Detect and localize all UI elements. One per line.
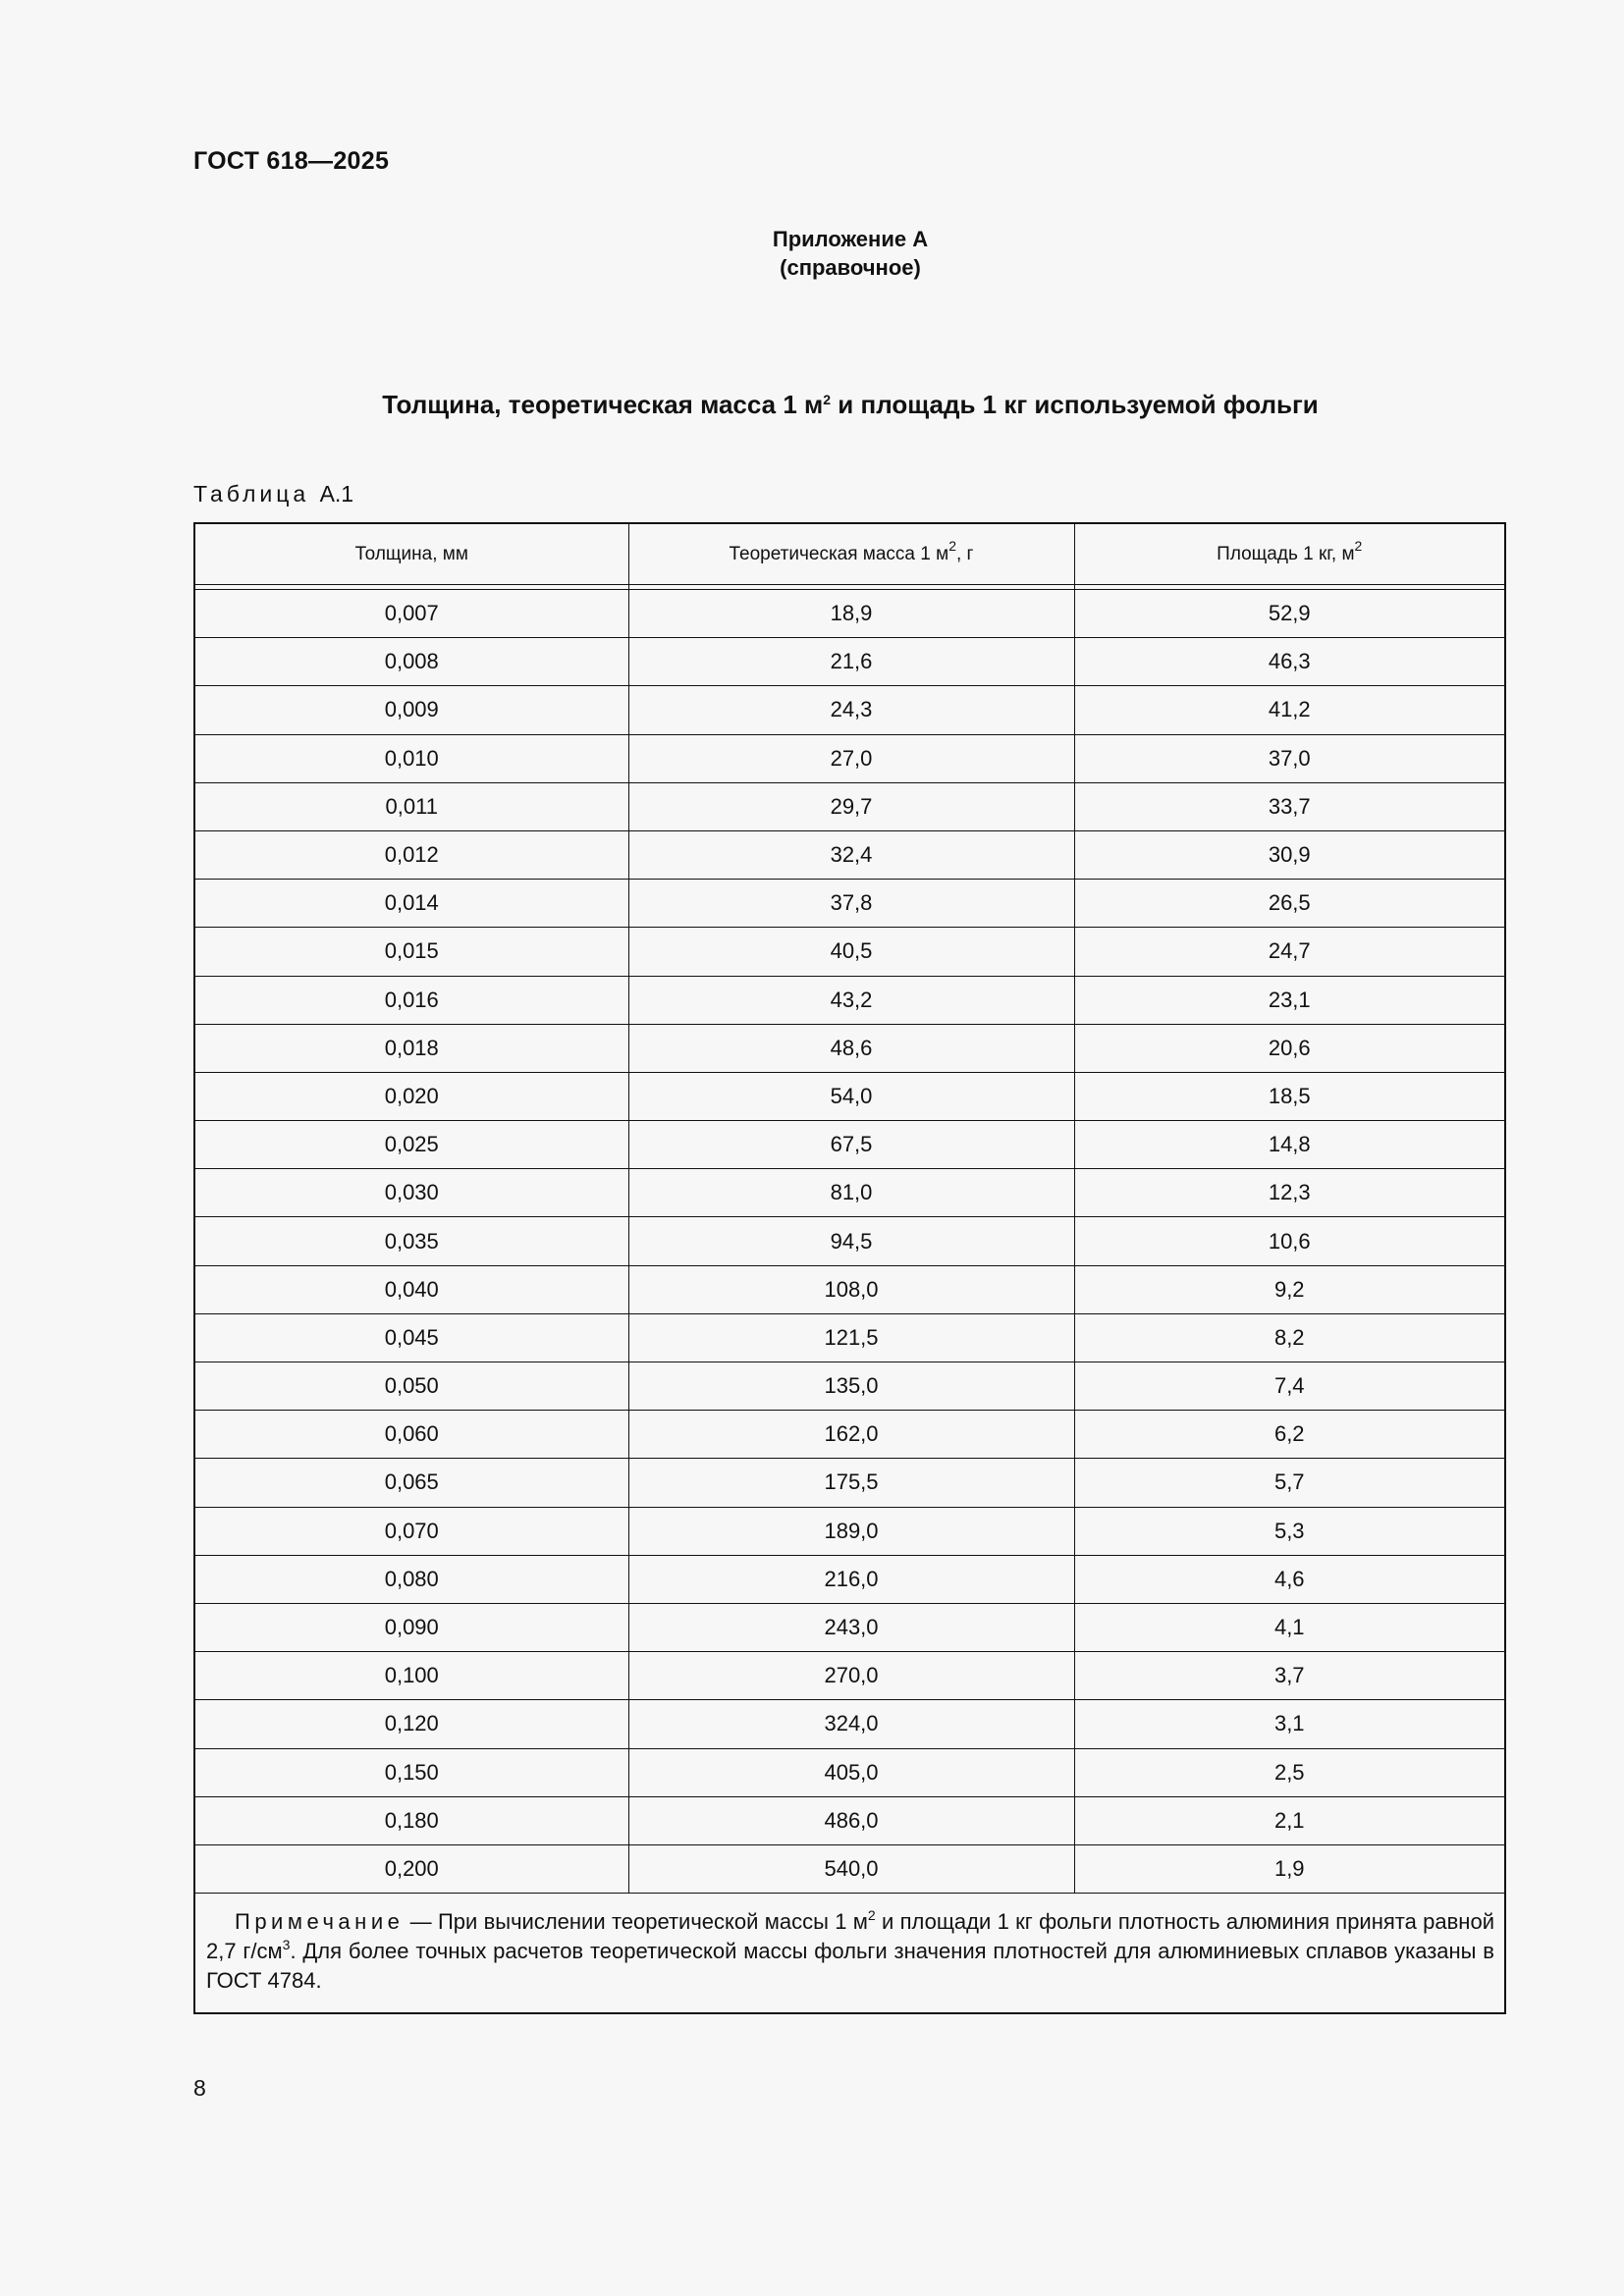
column-header-text: Площадь 1 кг, м <box>1217 543 1355 564</box>
table-cell: 0,045 <box>195 1313 628 1362</box>
table-note <box>195 1893 1504 2012</box>
table-cell: 0,025 <box>195 1121 628 1169</box>
table-cell: 4,6 <box>1074 1555 1504 1603</box>
table-caption-number: А.1 <box>319 481 354 507</box>
column-header-2 <box>628 524 1074 585</box>
table-cell: 0,015 <box>195 928 628 976</box>
table-row <box>195 1603 1504 1651</box>
table-cell: 24,7 <box>1074 928 1504 976</box>
table-cell: 18,5 <box>1074 1072 1504 1120</box>
table-row <box>195 782 1504 830</box>
table-cell: 94,5 <box>628 1217 1074 1265</box>
table-cell: 5,7 <box>1074 1459 1504 1507</box>
table-cell: 9,2 <box>1074 1265 1504 1313</box>
table-cell: 0,016 <box>195 976 628 1024</box>
table-row <box>195 880 1504 928</box>
table-cell: 0,009 <box>195 686 628 734</box>
table-row <box>195 1459 1504 1507</box>
table-row <box>195 1748 1504 1796</box>
table-cell: 24,3 <box>628 686 1074 734</box>
table-row <box>195 1700 1504 1748</box>
column-header-superscript: 2 <box>1354 537 1363 554</box>
section-title-superscript: 2 <box>823 392 832 407</box>
table-caption <box>193 481 353 507</box>
note-superscript-2: 3 <box>282 1937 291 1953</box>
table-cell: 48,6 <box>628 1024 1074 1072</box>
table-row <box>195 1313 1504 1362</box>
table-cell: 6,2 <box>1074 1411 1504 1459</box>
table-cell: 0,070 <box>195 1507 628 1555</box>
table-cell: 37,8 <box>628 880 1074 928</box>
table-cell: 3,7 <box>1074 1652 1504 1700</box>
table-row <box>195 1072 1504 1120</box>
table-cell: 0,035 <box>195 1217 628 1265</box>
data-table <box>195 524 1504 1893</box>
table-cell: 0,030 <box>195 1169 628 1217</box>
table-row <box>195 1796 1504 1844</box>
table-row <box>195 1507 1504 1555</box>
table-cell: 23,1 <box>1074 976 1504 1024</box>
table-cell: 0,065 <box>195 1459 628 1507</box>
table-cell: 324,0 <box>628 1700 1074 1748</box>
table-cell: 0,011 <box>195 782 628 830</box>
table-cell: 0,008 <box>195 638 628 686</box>
table-row <box>195 734 1504 782</box>
table-row <box>195 1362 1504 1411</box>
table-cell: 30,9 <box>1074 830 1504 879</box>
table-cell: 0,150 <box>195 1748 628 1796</box>
appendix-title: Приложение А <box>772 227 929 251</box>
table-row <box>195 1652 1504 1700</box>
table-cell: 10,6 <box>1074 1217 1504 1265</box>
table-row <box>195 1217 1504 1265</box>
table-cell: 21,6 <box>628 638 1074 686</box>
table-cell: 121,5 <box>628 1313 1074 1362</box>
table-row <box>195 928 1504 976</box>
table-cell: 0,100 <box>195 1652 628 1700</box>
table-cell: 0,018 <box>195 1024 628 1072</box>
section-title <box>0 390 1624 420</box>
table-cell: 0,050 <box>195 1362 628 1411</box>
table-cell: 0,040 <box>195 1265 628 1313</box>
table-row <box>195 1844 1504 1893</box>
table-cell: 243,0 <box>628 1603 1074 1651</box>
note-lead: Примечание <box>235 1909 405 1935</box>
table-cell: 29,7 <box>628 782 1074 830</box>
table-row <box>195 1024 1504 1072</box>
table-cell: 40,5 <box>628 928 1074 976</box>
table-cell: 162,0 <box>628 1411 1074 1459</box>
table-cell: 540,0 <box>628 1844 1074 1893</box>
column-header-3 <box>1074 524 1504 585</box>
table-cell: 81,0 <box>628 1169 1074 1217</box>
table-cell: 41,2 <box>1074 686 1504 734</box>
note-superscript-1: 2 <box>867 1907 876 1924</box>
table-cell: 54,0 <box>628 1072 1074 1120</box>
document-code: ГОСТ 618—2025 <box>193 147 390 175</box>
table-row <box>195 686 1504 734</box>
data-table-frame <box>193 522 1506 2014</box>
table-cell: 0,090 <box>195 1603 628 1651</box>
table-cell: 108,0 <box>628 1265 1074 1313</box>
table-cell: 67,5 <box>628 1121 1074 1169</box>
table-cell: 189,0 <box>628 1507 1074 1555</box>
table-cell: 0,200 <box>195 1844 628 1893</box>
table-row <box>195 830 1504 879</box>
table-cell: 135,0 <box>628 1362 1074 1411</box>
table-cell: 270,0 <box>628 1652 1074 1700</box>
table-body <box>195 585 1504 1894</box>
table-cell: 0,060 <box>195 1411 628 1459</box>
table-cell: 20,6 <box>1074 1024 1504 1072</box>
table-cell: 52,9 <box>1074 590 1504 638</box>
note-text-2: и площади 1 кг фольги плотность алюминия принята равной 2,7 г/см <box>206 1909 1494 1964</box>
table-cell: 12,3 <box>1074 1169 1504 1217</box>
table-row <box>195 638 1504 686</box>
table-caption-label: Таблица <box>193 481 310 507</box>
column-header-text: Теоретическая масса 1 м <box>729 543 949 564</box>
appendix-heading <box>0 225 1624 282</box>
table-cell: 3,1 <box>1074 1700 1504 1748</box>
table-cell: 43,2 <box>628 976 1074 1024</box>
table-cell: 4,1 <box>1074 1603 1504 1651</box>
table-row <box>195 1265 1504 1313</box>
column-header-unit: , г <box>956 543 974 564</box>
table-cell: 0,180 <box>195 1796 628 1844</box>
table-cell: 486,0 <box>628 1796 1074 1844</box>
table-cell: 0,012 <box>195 830 628 879</box>
table-cell: 37,0 <box>1074 734 1504 782</box>
table-cell: 27,0 <box>628 734 1074 782</box>
table-cell: 14,8 <box>1074 1121 1504 1169</box>
column-header-text: Толщина, мм <box>354 543 468 564</box>
table-cell: 175,5 <box>628 1459 1074 1507</box>
table-cell: 2,1 <box>1074 1796 1504 1844</box>
note-text-1: — При вычислении теоретической массы 1 м <box>404 1909 868 1935</box>
table-cell: 0,007 <box>195 590 628 638</box>
section-title-text: Толщина, теоретическая масса 1 м <box>382 390 824 419</box>
table-cell: 5,3 <box>1074 1507 1504 1555</box>
table-cell: 216,0 <box>628 1555 1074 1603</box>
table-cell: 0,080 <box>195 1555 628 1603</box>
table-cell: 0,010 <box>195 734 628 782</box>
table-row <box>195 1169 1504 1217</box>
table-row <box>195 1555 1504 1603</box>
column-header-superscript: 2 <box>948 537 956 554</box>
note-text-3: . Для более точных расчетов теоретической массы фольги значения плотностей для алюминиевых сплавов указаны в ГОСТ 4784. <box>206 1939 1494 1994</box>
table-cell: 46,3 <box>1074 638 1504 686</box>
table-header-row <box>195 524 1504 585</box>
page-number: 8 <box>193 2075 206 2101</box>
table-cell: 0,020 <box>195 1072 628 1120</box>
table-cell: 405,0 <box>628 1748 1074 1796</box>
table-cell: 32,4 <box>628 830 1074 879</box>
table-row <box>195 1411 1504 1459</box>
table-cell: 33,7 <box>1074 782 1504 830</box>
table-row <box>195 590 1504 638</box>
table-row <box>195 1121 1504 1169</box>
table-cell: 1,9 <box>1273 1855 1305 1881</box>
table-cell: 26,5 <box>1074 880 1504 928</box>
table-cell: 0,120 <box>195 1700 628 1748</box>
table-row <box>195 976 1504 1024</box>
table-cell: 2,5 <box>1074 1748 1504 1796</box>
table-cell: 7,4 <box>1074 1362 1504 1411</box>
table-cell: 8,2 <box>1074 1313 1504 1362</box>
appendix-subtitle: (справочное) <box>780 255 921 280</box>
table-cell: 0,014 <box>195 880 628 928</box>
section-title-text-end: и площадь 1 кг используемой фольги <box>831 390 1319 419</box>
table-cell: 18,9 <box>628 590 1074 638</box>
column-header-1 <box>195 524 628 585</box>
